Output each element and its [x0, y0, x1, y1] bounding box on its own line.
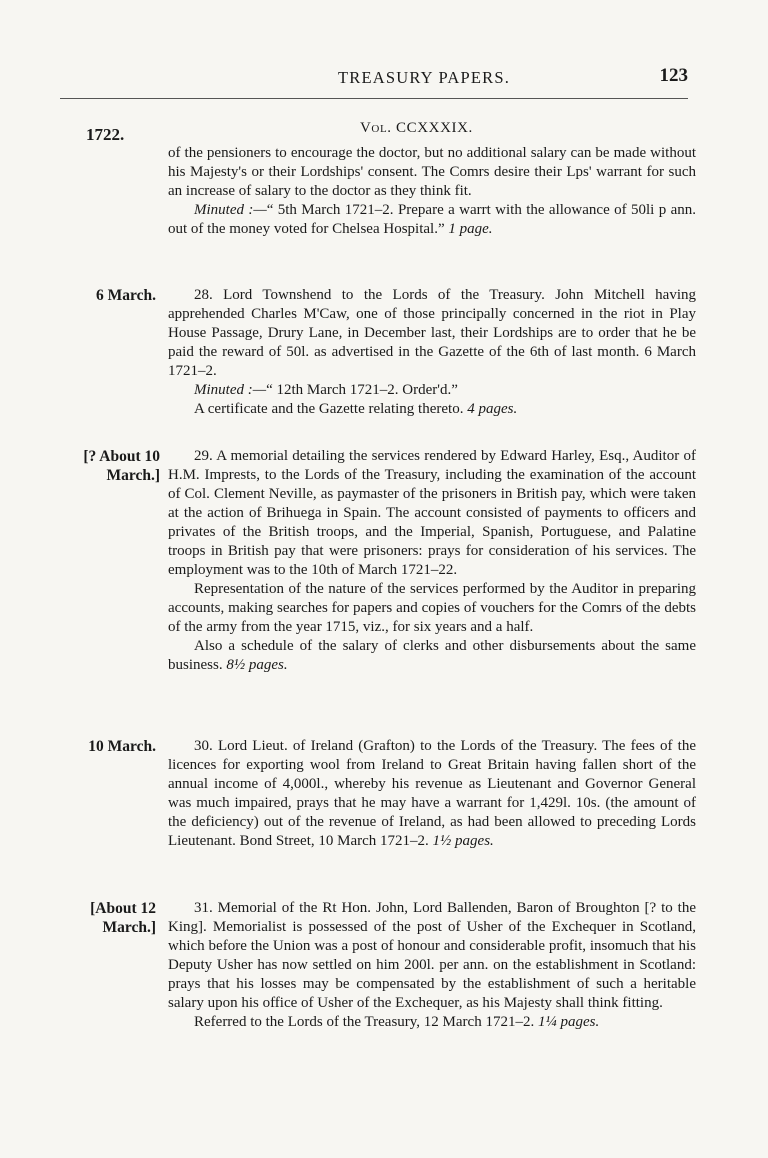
minute-label: Minuted :—: [194, 382, 267, 398]
running-title: TREASURY PAPERS.: [338, 68, 511, 87]
extra-text: A certificate and the Gazette relating thereto.: [194, 401, 464, 417]
entry-minute: [168, 381, 696, 400]
body-text: 30. Lord Lieut. of Ireland (Grafton) to the Lords of the Treasury. The fees of the licences for exporting wool from Ireland to Great Britain having fallen short of the annual income of 4,000l., whereby his revenue as Lieutenant and Governor General was much impaired, prays that he may have a warrant for 1,429l. 10s. (the amount of the deficiency) out of the revenue of Ireland, as had been allowed to preceding Lords Lieutenant. Bond Street, 10 March 1721–2.: [168, 738, 696, 849]
volume-heading: Vol. CCXXXIX.: [360, 120, 473, 136]
entry-extra: [168, 637, 696, 675]
header-rule: [60, 98, 688, 99]
entry-date: 6 March.: [96, 287, 156, 304]
year-label: 1722.: [86, 125, 125, 144]
extra-text: Referred to the Lords of the Treasury, 12 March 1721–2.: [194, 1014, 535, 1030]
continuation-block: [168, 144, 696, 239]
entry-30: [168, 737, 696, 851]
minute-text: “ 5th March 1721–2. Prepare a warrt with the allowance of 50li p ann. out of the money voted for Chelsea Hospital.”: [168, 202, 696, 237]
page-number: 123: [659, 65, 688, 86]
continuation-text: of the pensioners to encourage the doctor, but no additional salary can be made without his Majesty's or their Lordships' consent. The Comrs desire their Lps' warrant for such an increase of salary to the doctor as they think fit.: [168, 145, 696, 199]
running-header: [0, 62, 768, 92]
entry-29: [168, 447, 696, 675]
entry-date: [? About 10 March.]: [83, 448, 160, 484]
entry-para2: Representation of the nature of the services performed by the Auditor in preparing accounts, making searches for papers and copies of vouchers for the Comrs of the debts of the army from the year 1715, viz., for six years and a half.: [168, 581, 696, 635]
extra-text: Also a schedule of the salary of clerks and other disbursements about the same business.: [168, 638, 696, 673]
page-count: 1½ pages.: [432, 833, 494, 849]
entry-extra: [168, 1013, 696, 1032]
entry-body: [168, 737, 696, 851]
minute-text: “ 12th March 1721–2. Order'd.”: [266, 382, 458, 398]
minute-label: Minuted :—: [194, 202, 267, 218]
entry-date: [About 12 March.]: [90, 900, 156, 936]
entry-body: 29. A memorial detailing the services rendered by Edward Harley, Esq., Auditor of H.M. Imprests, to the Lords of the Treasury, including the examination of the account of Col. Clement Neville, as paymaster of the prisoners in British pay, which were taken at the action of Brihuega in Spain. The account consisted of payments to officers and privates of the British troops, and the Imperial, Spanish, Portuguese, and Palatine troops in British pay that were prisoners: prays for consideration of his services. The employment was to the 10th of March 1721–22.: [168, 448, 696, 578]
page-count: 4 pages.: [467, 401, 518, 417]
entry-date: 10 March.: [88, 738, 156, 755]
entry-28: [168, 286, 696, 419]
entry-31: [168, 899, 696, 1032]
entry-body: 28. Lord Townshend to the Lords of the Treasury. John Mitchell having apprehended Charles M'Caw, one of those principally concerned in the riot in Play House Passage, Drury Lane, in December last, their Lordships are to order that he be paid the reward of 50l. as advertised in the Gazette of the 6th of last month. 6 March 1721–2.: [168, 287, 696, 379]
entry-body: 31. Memorial of the Rt Hon. John, Lord Ballenden, Baron of Broughton [? to the King]. Memorialist is possessed of the post of Usher of the Exchequer in Scotland, which before the Union was a post of honour and considerable profit, insomuch that his Deputy Usher has now settled on him 200l. per ann. on the establishment in Scotland: prays that his losses may be compensated by the establishment of such a heritable salary upon his office of Usher of the Exchequer, as his Majesty shall think fitting.: [168, 900, 696, 1011]
entry-extra: [168, 400, 696, 419]
page-count: 8½ pages.: [226, 657, 288, 673]
page-count: 1 page.: [448, 221, 493, 237]
continuation-minute: [168, 201, 696, 239]
page-count: 1¼ pages.: [537, 1014, 600, 1030]
